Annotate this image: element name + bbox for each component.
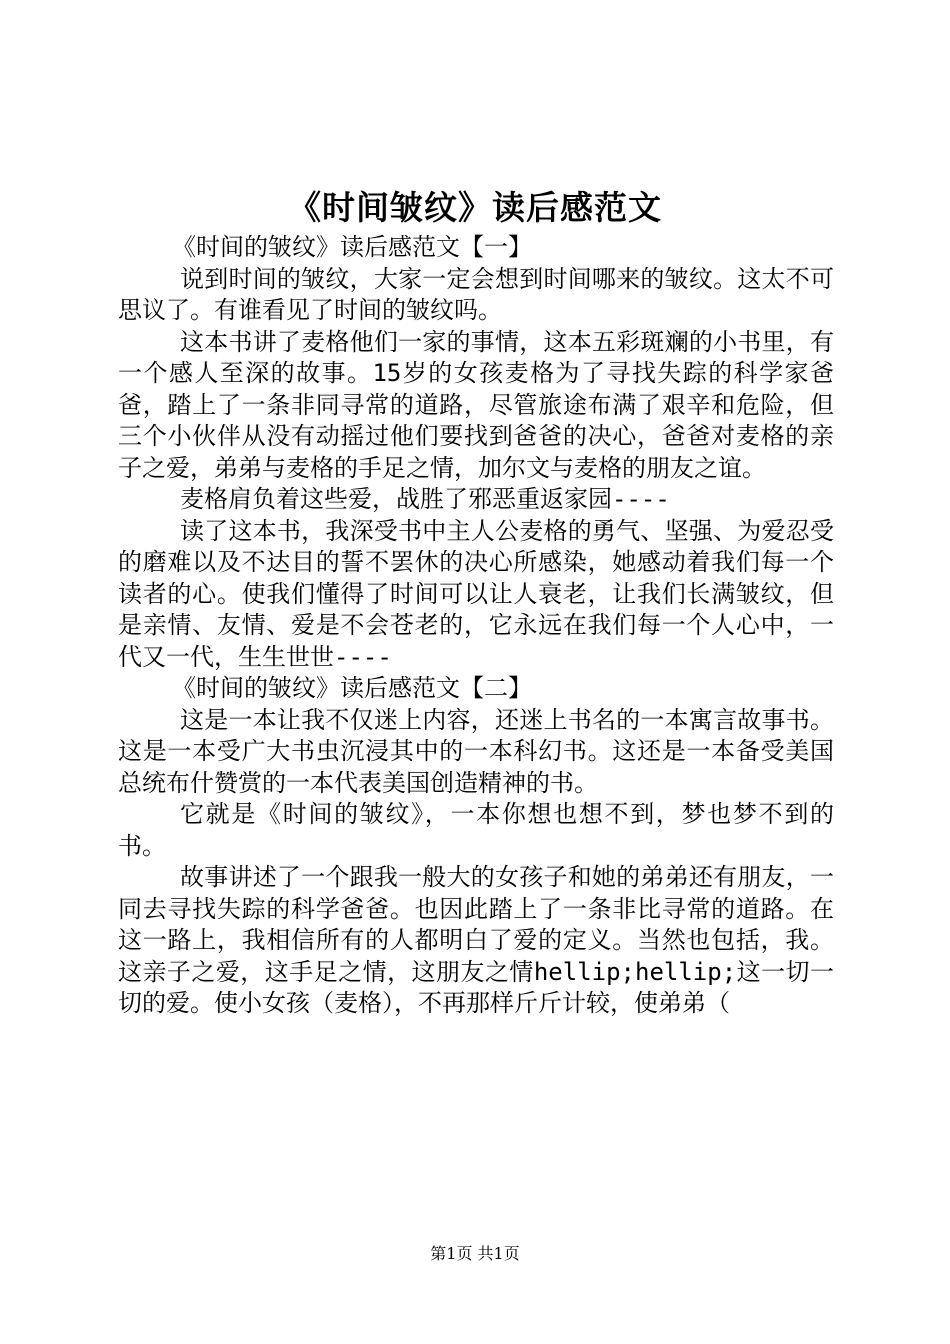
paragraph: 这是一本让我不仅迷上内容，还迷上书名的一本寓言故事书。这是一本受广大书虫沉浸其中的一本科幻书。这还是一本备受美国总统布什赞赏的一本代表美国创造精神的书。 [118,705,834,797]
paragraph: 麦格肩负着这些爱，战胜了邪恶重返家园---- [180,485,670,513]
document-body [118,232,834,1020]
paragraph: 这本书讲了麦格他们一家的事情，这本五彩斑斓的小书里，有一个感人至深的故事。15岁的女孩麦格为了寻找失踪的科学家爸爸，踏上了一条非同寻常的道路，尽管旅途布满了艰辛和危险，但三个小伙伴从没有动摇过他们要找到爸爸的决心，爸爸对麦格的亲子之爱，弟弟与麦格的手足之情，加尔文与麦格的朋友之谊。 [118,327,834,482]
paragraph: 它就是《时间的皱纹》，一本你想也想不到，梦也梦不到的书。 [118,800,834,860]
paragraph: 故事讲述了一个跟我一般大的女孩子和她的弟弟还有朋友，一同去寻找失踪的科学爸爸。也因此踏上了一条非比寻常的道路。在这一路上，我相信所有的人都明白了爱的定义。当然也包括，我。这亲子之爱，这手足之情，这朋友之情hellip;hellip;这一切一切的爱。使小女孩（麦格），不再那样斤斤计较，使弟弟（ [118,863,834,1017]
section-heading-two: 《时间的皱纹》读后感范文【二】 [172,674,532,702]
section-heading-one: 《时间的皱纹》读后感范文【一】 [172,233,532,261]
paragraph: 说到时间的皱纹，大家一定会想到时间哪来的皱纹。这太不可思议了。有谁看见了时间的皱纹吗。 [118,264,834,324]
document-title: 《时间皱纹》读后感范文 [288,188,662,227]
page-footer: 第1页 共1页 [430,1244,520,1263]
paragraph: 读了这本书，我深受书中主人公麦格的勇气、坚强、为爱忍受的磨难以及不达目的誓不罢休的决心所感染，她感动着我们每一个读者的心。使我们懂得了时间可以让人衰老，让我们长满皱纹，但是亲情、友情、爱是不会苍老的，它永远在我们每一个人心中，一代又一代，生生世世---- [118,516,834,671]
